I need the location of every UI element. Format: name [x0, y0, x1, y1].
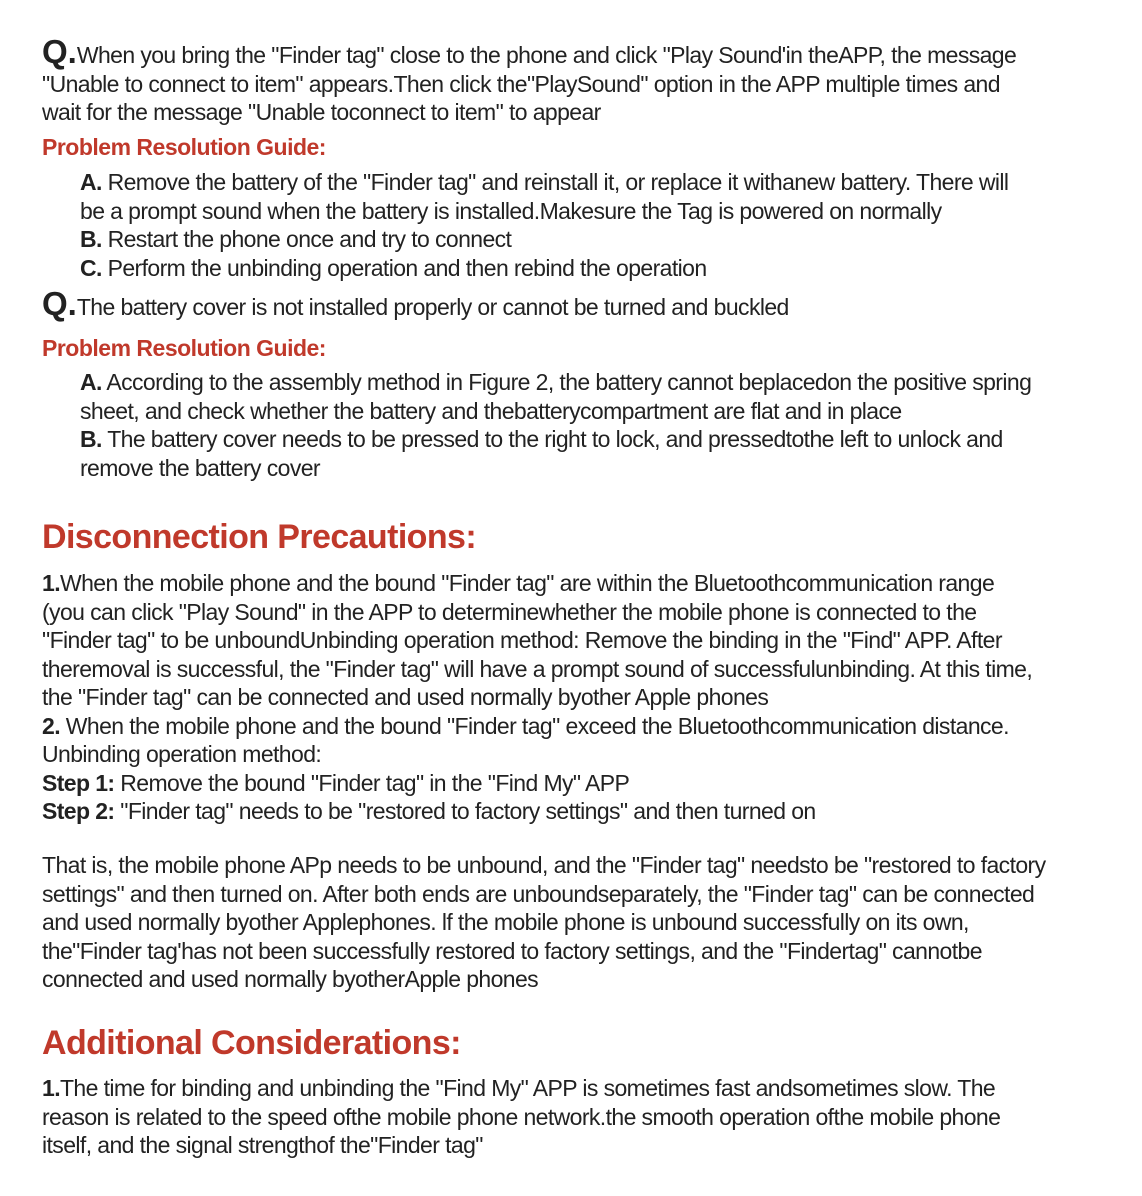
- step-line: sheet, and check whether the battery and thebatterycompartment are flat and in place: [80, 397, 902, 424]
- step-line: C. Perform the unbinding operation and then rebind the operation: [80, 254, 707, 281]
- disconnection-precautions-heading: Disconnection Precautions:: [42, 518, 477, 556]
- disconnection-items: [42, 569, 1112, 826]
- q-mark: Q.: [42, 285, 77, 322]
- problem-resolution-guide-title: Problem Resolution Guide:: [42, 335, 326, 361]
- disconnection-paragraph: That is, the mobile phone APp needs to be unbound, and the "Finder tag" needsto be "restored to factory settings" and then turned on. After both ends are unboundseparately, the "Finder tag" can be connected and used normally byother Applephones. lf the mobile phone is unbound successfully on its own, the"Finder tag'has not been successfully restored to factory settings, and the "Findertag" cannotbe connected and used normally byotherApple phones: [42, 852, 1046, 992]
- faq-question-2: [42, 285, 1112, 322]
- problem-resolution-guide-title: Problem Resolution Guide:: [42, 134, 326, 160]
- additional-items: [42, 1074, 1112, 1160]
- faq-question-1: [42, 33, 1112, 127]
- item-line: theremoval is successful, the "Finder tag" will have a prompt sound of successfulunbinding. At this time,: [42, 655, 1033, 682]
- resolution-steps-2: [42, 368, 1142, 482]
- resolution-steps-1: [42, 168, 1142, 282]
- item-line: the "Finder tag" can be connected and used normally byother Apple phones: [42, 684, 769, 710]
- question-line: wait for the message "Unable toconnect to item" to appear: [42, 99, 601, 125]
- item-line: "Finder tag" to be unboundUnbinding operation method: Remove the binding in the "Find" APP. After: [42, 627, 1002, 653]
- item-line: reason is related to the speed ofthe mobile phone network.the smooth operation ofthe mobile phone: [42, 1103, 1001, 1130]
- item-line: 2. When the mobile phone and the bound "Finder tag" exceed the Bluetoothcommunication distance.: [42, 712, 1009, 739]
- step-line: A. According to the assembly method in Figure 2, the battery cannot beplacedon the positive spring: [80, 369, 1032, 395]
- item-line: itself, and the signal strengthof the"Finder tag": [42, 1132, 483, 1158]
- q-mark: Q.: [42, 33, 77, 70]
- item-line: 1.When the mobile phone and the bound "Finder tag" are within the Bluetoothcommunication range: [42, 570, 995, 596]
- step-line: be a prompt sound when the battery is installed.Makesure the Tag is powered on normally: [80, 197, 942, 224]
- item-line: Unbinding operation method:: [42, 741, 322, 767]
- item-line: 1.The time for binding and unbinding the "Find My" APP is sometimes fast andsometimes slow. The: [42, 1075, 996, 1101]
- question-line: Q.When you bring the "Finder tag" close to the phone and click "Play Sound'in theAPP, the message: [42, 33, 1017, 70]
- question-line: Q.The battery cover is not installed properly or cannot be turned and buckled: [42, 285, 789, 322]
- step-2-line: Step 2: "Finder tag" needs to be "restored to factory settings" and then turned on: [42, 798, 816, 824]
- step-line: B. The battery cover needs to be pressed to the right to lock, and pressedtothe left to unlock and: [80, 426, 1003, 452]
- question-line: "Unable to connect to item" appears.Then click the"PlaySound" option in the APP multiple times and: [42, 70, 1000, 97]
- item-line: (you can click "Play Sound" in the APP to determinewhether the mobile phone is connected to the: [42, 598, 977, 625]
- step-line: A. Remove the battery of the "Finder tag" and reinstall it, or replace it withanew battery. There will: [80, 169, 1009, 195]
- step-1-line: Step 1: Remove the bound "Finder tag" in the "Find My" APP: [42, 769, 630, 796]
- step-line: remove the battery cover: [80, 454, 320, 481]
- additional-considerations-heading: Additional Considerations:: [42, 1024, 461, 1062]
- step-line: B. Restart the phone once and try to connect: [80, 226, 512, 252]
